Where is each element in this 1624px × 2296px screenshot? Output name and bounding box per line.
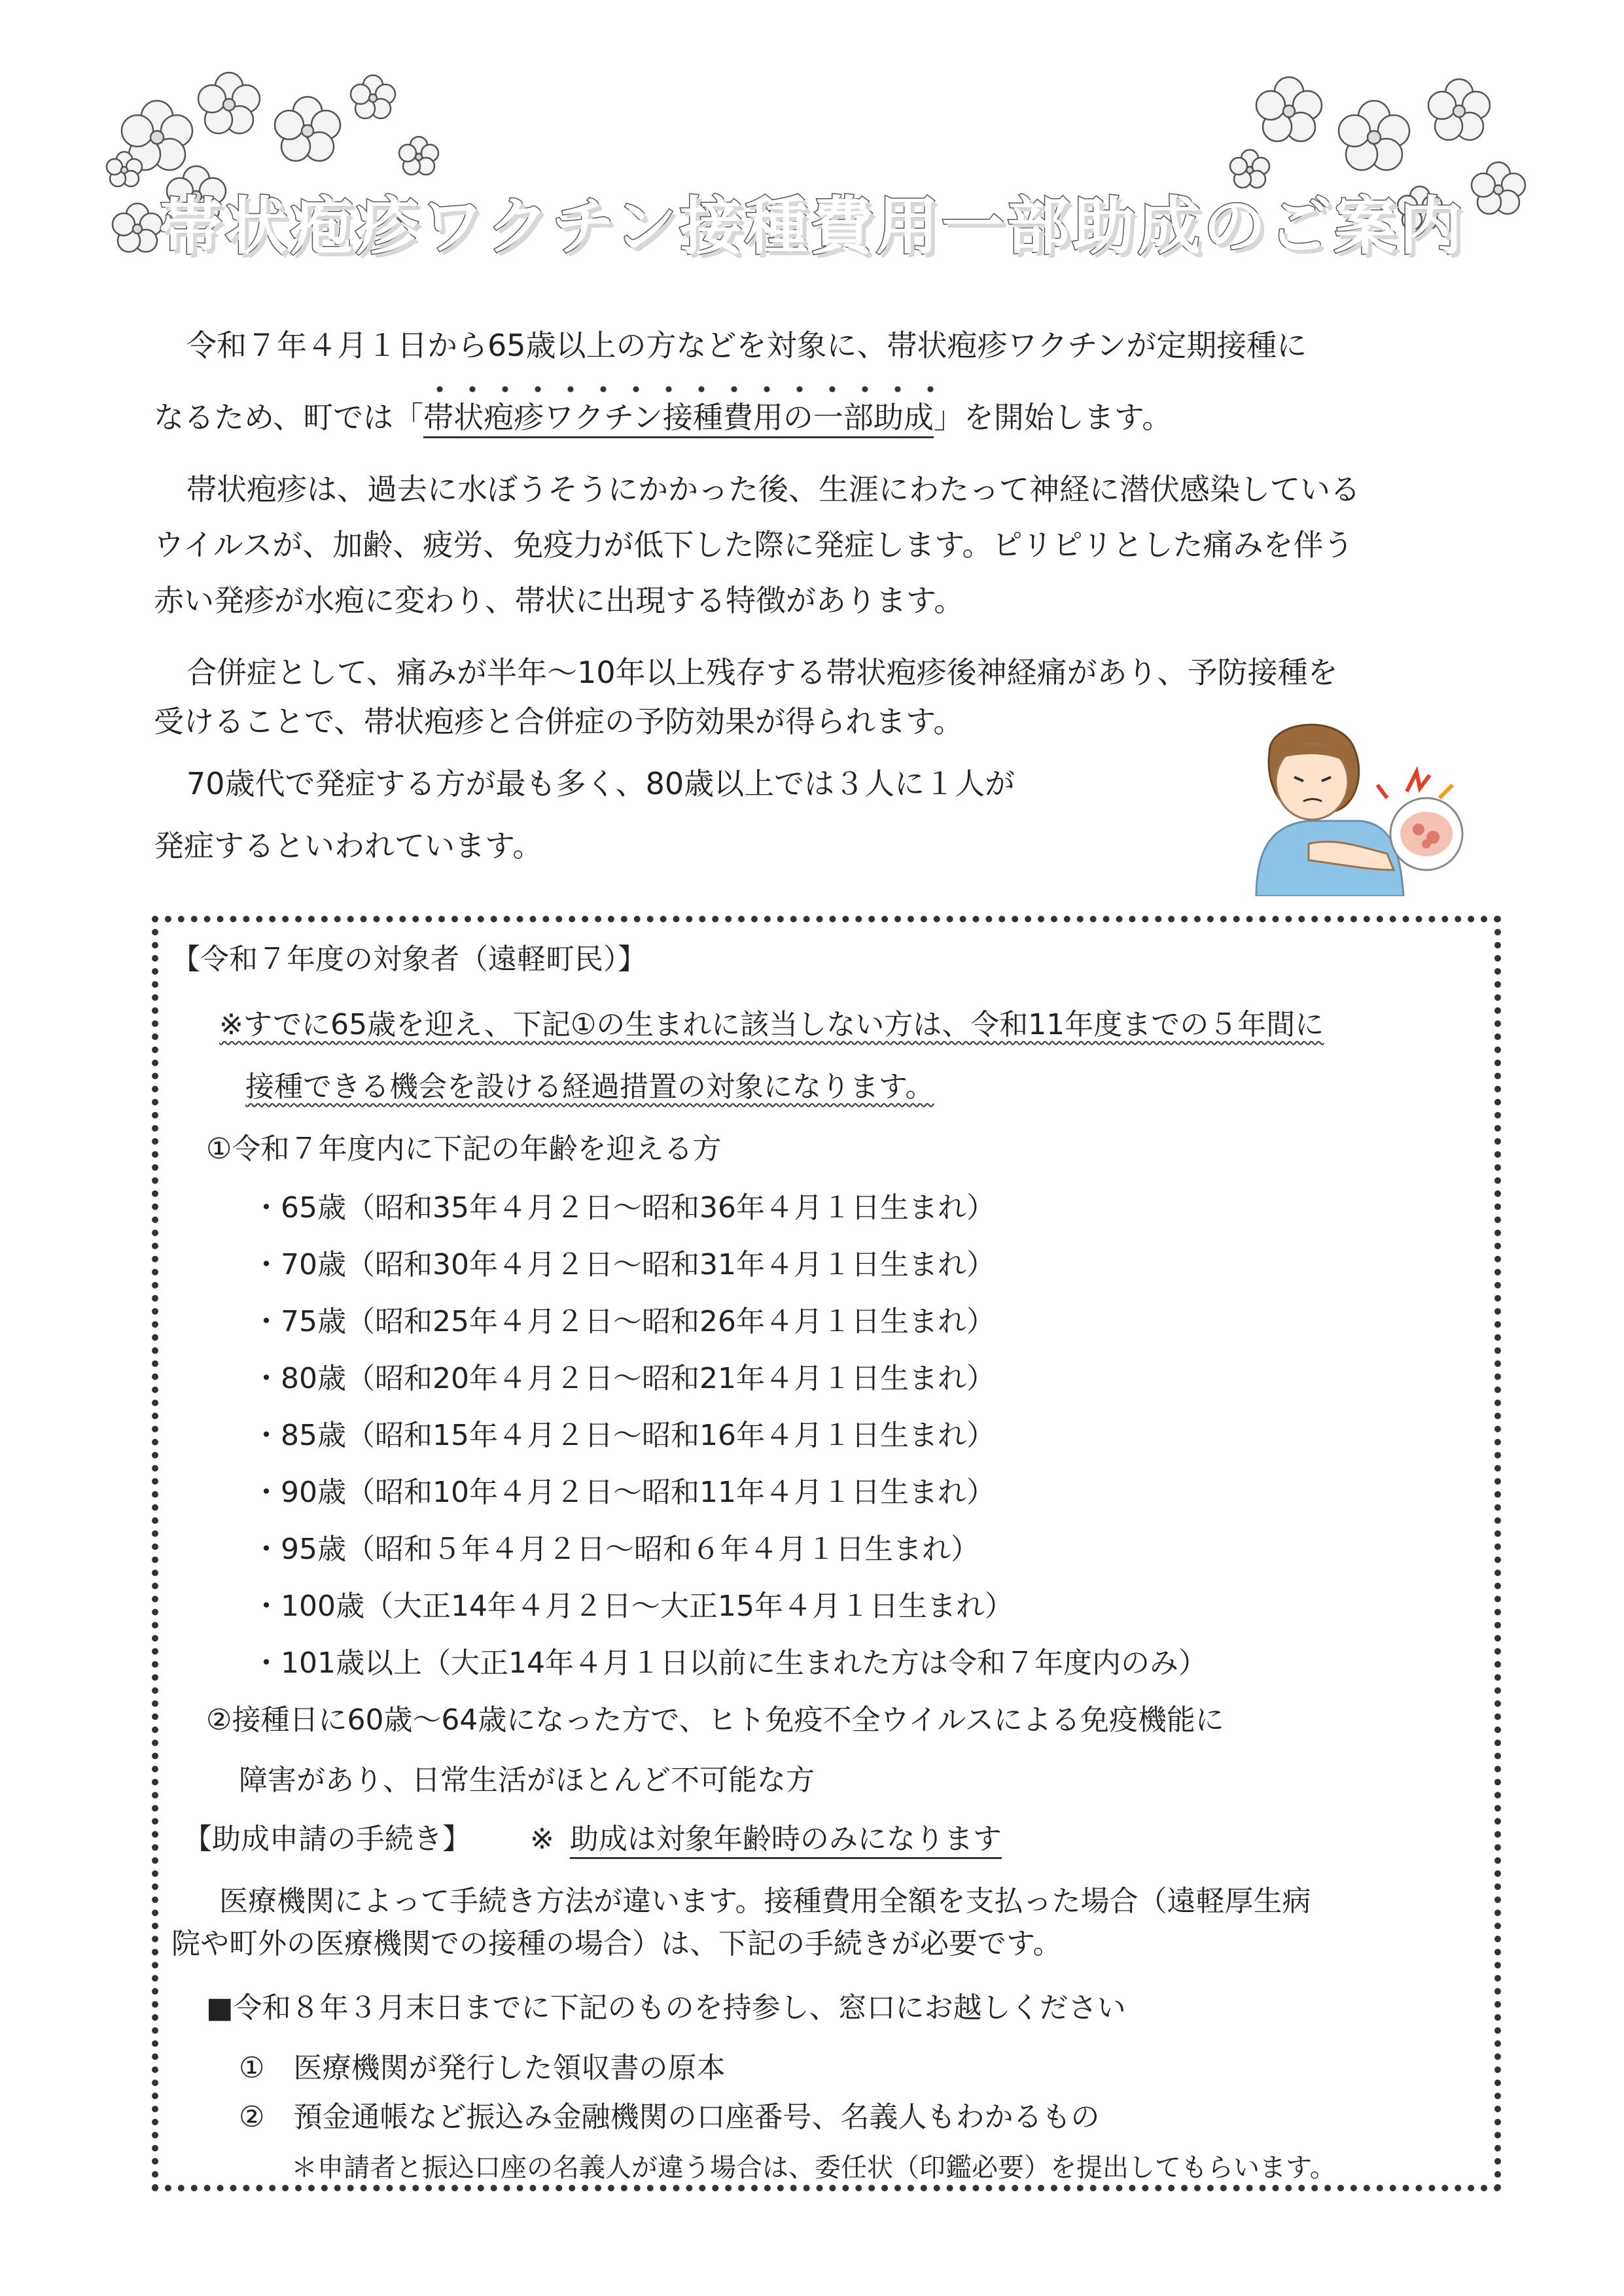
person-in-pain-icon: [1230, 713, 1466, 899]
procedure-item: ② 預金通帳など振込み金融機関の口座番号、名義人もわかるもの: [239, 2100, 1100, 2134]
intro-p4-line2: 発症するといわれています。: [154, 828, 543, 863]
target-note-line1-text: ※すでに65歳を迎え、下記①の生まれに該当しない方は、令和11年度までの５年間に: [219, 1008, 1324, 1041]
emphasis-dots: [423, 385, 934, 393]
procedure-item: ① 医療機関が発行した領収書の原本: [239, 2051, 726, 2085]
procedure-bring-heading: ■令和８年３月末日までに下記のものを持参し、窓口にお越しください: [206, 1991, 1126, 2025]
intro-p2-line2: ウイルスが、加齢、疲労、免疫力が低下した際に発症します。ピリピリとした痛みを伴う: [154, 527, 1354, 563]
target-note-line1: [219, 1008, 1324, 1041]
age-row: ・75歳（昭和25年４月２日～昭和26年４月１日生まれ）: [252, 1305, 995, 1338]
target-item2-line1: ②接種日に60歳～64歳になった方で、ヒト免疫不全ウイルスによる免疫機能に: [206, 1703, 1224, 1737]
procedure-text-line2: 院や町外の医療機関での接種の場合）は、下記の手続きが必要です。: [171, 1927, 1062, 1960]
procedure-note: [530, 1822, 1002, 1856]
procedure-footnote: ＊申請者と振込口座の名義人が違う場合は、委任状（印鑑必要）を提出してもらいます。: [291, 2153, 1336, 2183]
age-row: ・85歳（昭和15年４月２日～昭和16年４月１日生まれ）: [252, 1419, 995, 1452]
age-row: ・100歳（大正14年４月２日～大正15年４月１日生まれ）: [252, 1590, 1014, 1623]
intro-p3-line1: 合併症として、痛みが半年～10年以上残存する帯状疱疹後神経痛があり、予防接種を: [186, 655, 1338, 690]
intro-p4-line1: 70歳代で発症する方が最も多く、80歳以上では３人に１人が: [186, 766, 1015, 801]
target-item2-line2: 障害があり、日常生活がほとんど不可能な方: [239, 1764, 815, 1797]
age-row: ・95歳（昭和５年４月２日～昭和６年４月１日生まれ）: [252, 1533, 980, 1566]
target-item1: ①令和７年度内に下記の年齢を迎える方: [206, 1132, 722, 1166]
intro-emphasis-text: 帯状疱疹ワクチン接種費用の一部助成: [423, 400, 934, 438]
procedure-note-text: 助成は対象年齢時のみになります: [570, 1822, 1002, 1859]
intro-p1-before: なるため、町では「: [154, 400, 424, 435]
target-heading: 【令和７年度の対象者（遠軽町民）】: [171, 943, 646, 976]
age-row: ・90歳（昭和10年４月２日～昭和11年４月１日生まれ）: [252, 1476, 995, 1509]
procedure-text-line1: 医療機関によって手続き方法が違います。接種費用全額を支払った場合（遠軽厚生病: [219, 1885, 1311, 1918]
intro-emphasis: [423, 400, 934, 435]
intro-p1-after: 」を開始します。: [933, 400, 1173, 435]
age-row: ・80歳（昭和20年４月２日～昭和21年４月１日生まれ）: [252, 1362, 995, 1395]
intro-p3-line2: 受けることで、帯状疱疹と合併症の予防効果が得られます。: [154, 704, 964, 739]
age-row: ・65歳（昭和35年４月２日～昭和36年４月１日生まれ）: [252, 1191, 995, 1225]
age-row: ・70歳（昭和30年４月２日～昭和31年４月１日生まれ）: [252, 1248, 995, 1281]
procedure-heading: 【助成申請の手続き】: [183, 1822, 471, 1856]
intro-p2-line3: 赤い発疹が水疱に変わり、帯状に出現する特徴があります。: [154, 583, 964, 618]
procedure-note-mark: ※: [530, 1822, 554, 1856]
intro-p1-line1: 令和７年４月１日から65歳以上の方などを対象に、帯状疱疹ワクチンが定期接種に: [186, 328, 1307, 363]
target-note-line2: [245, 1070, 934, 1104]
page-title: 帯状疱疹ワクチン接種費用一部助成のご案内: [159, 190, 1465, 263]
intro-p1-line2: [154, 400, 1173, 435]
age-row: ・101歳以上（大正14年４月１日以前に生まれた方は令和７年度内のみ）: [252, 1646, 1207, 1680]
intro-p2-line1: 帯状疱疹は、過去に水ぼうそうにかかった後、生涯にわたって神経に潜伏感染している: [186, 472, 1360, 507]
target-note-line2-text: 接種できる機会を設ける経過措置の対象になります。: [245, 1070, 934, 1104]
